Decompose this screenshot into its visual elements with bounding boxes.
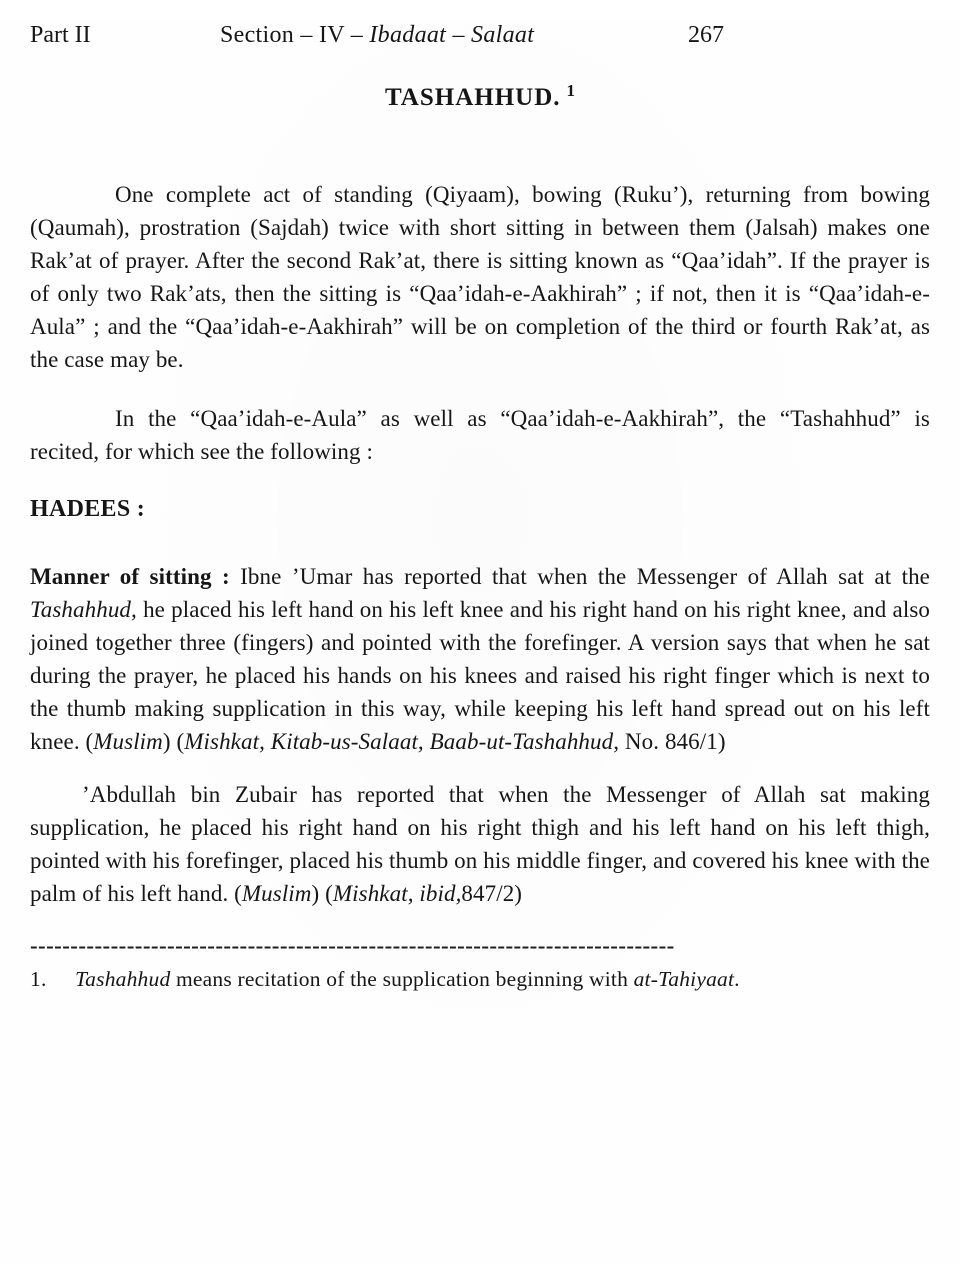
abdullah-bin-zubair-paragraph: ’Abdullah bin Zubair has reported that when the Messenger of Allah sat making supplication, he placed his right hand on his right thigh and his left hand on his left thigh, pointed with his forefinger, placed his thumb on his middle finger, and covered his knee with the palm of his left hand. (Muslim) (Mishkat, ibid,847/2) xyxy=(30,782,930,906)
header-section-title: Section – IV – Ibadaat – Salaat xyxy=(220,22,535,48)
tashahhud-recitation-paragraph: In the “Qaa’idah-e-Aula” as well as “Qaa’idah-e-Aakhirah”, the “Tashahhud” is recited, for which see the following : xyxy=(30,406,930,464)
footnote xyxy=(30,965,930,993)
footnote-separator: -------------------------------------------------------------------------------- xyxy=(30,936,675,956)
rakat-definition-paragraph: One complete act of standing (Qiyaam), bowing (Ruku’), returning from bowing (Qaumah), prostration (Sajdah) twice with short sitting in between them (Jalsah) makes one Rak’at of prayer. After the second Rak’at, there is sitting known as “Qaa’idah”. If the prayer is of only two Rak’ats, then the sitting is “Qaa’idah-e-Aakhirah” ; if not, then it is “Qaa’idah-e-Aula” ; and the “Qaa’idah-e-Aakhirah” will be on completion of the third or fourth Rak’at, as the case may be. xyxy=(30,182,930,372)
footnote-number: 1. xyxy=(30,967,47,991)
page-header xyxy=(30,22,930,50)
hadees-heading: HADEES : xyxy=(30,496,146,522)
chapter-title-text: TASHAHHUD. xyxy=(384,84,561,111)
header-page-number: 267 xyxy=(688,22,724,48)
chapter-title xyxy=(30,80,930,112)
footnote-text: Tashahhud means recitation of the supplication beginning with at-Tahiyaat. xyxy=(75,967,740,991)
book-page xyxy=(0,22,960,1264)
header-part-label: Part II xyxy=(30,22,91,48)
manner-of-sitting-paragraph: Manner of sitting : Ibne ’Umar has reported that when the Messenger of Allah sat at the Tashahhud, he placed his left hand on his left knee and his right hand on his right knee, and also joined together three (fingers) and pointed with the forefinger. A version says that when he sat during the prayer, he placed his hands on his knees and raised his right finger which is next to the thumb making supplication in this way, while keeping his left hand spread out on his left knee. (Muslim) (Mishkat, Kitab-us-Salaat, Baab-ut-Tashahhud, No. 846/1) xyxy=(30,564,930,754)
footnote-reference-superscript: 1 xyxy=(566,80,576,100)
